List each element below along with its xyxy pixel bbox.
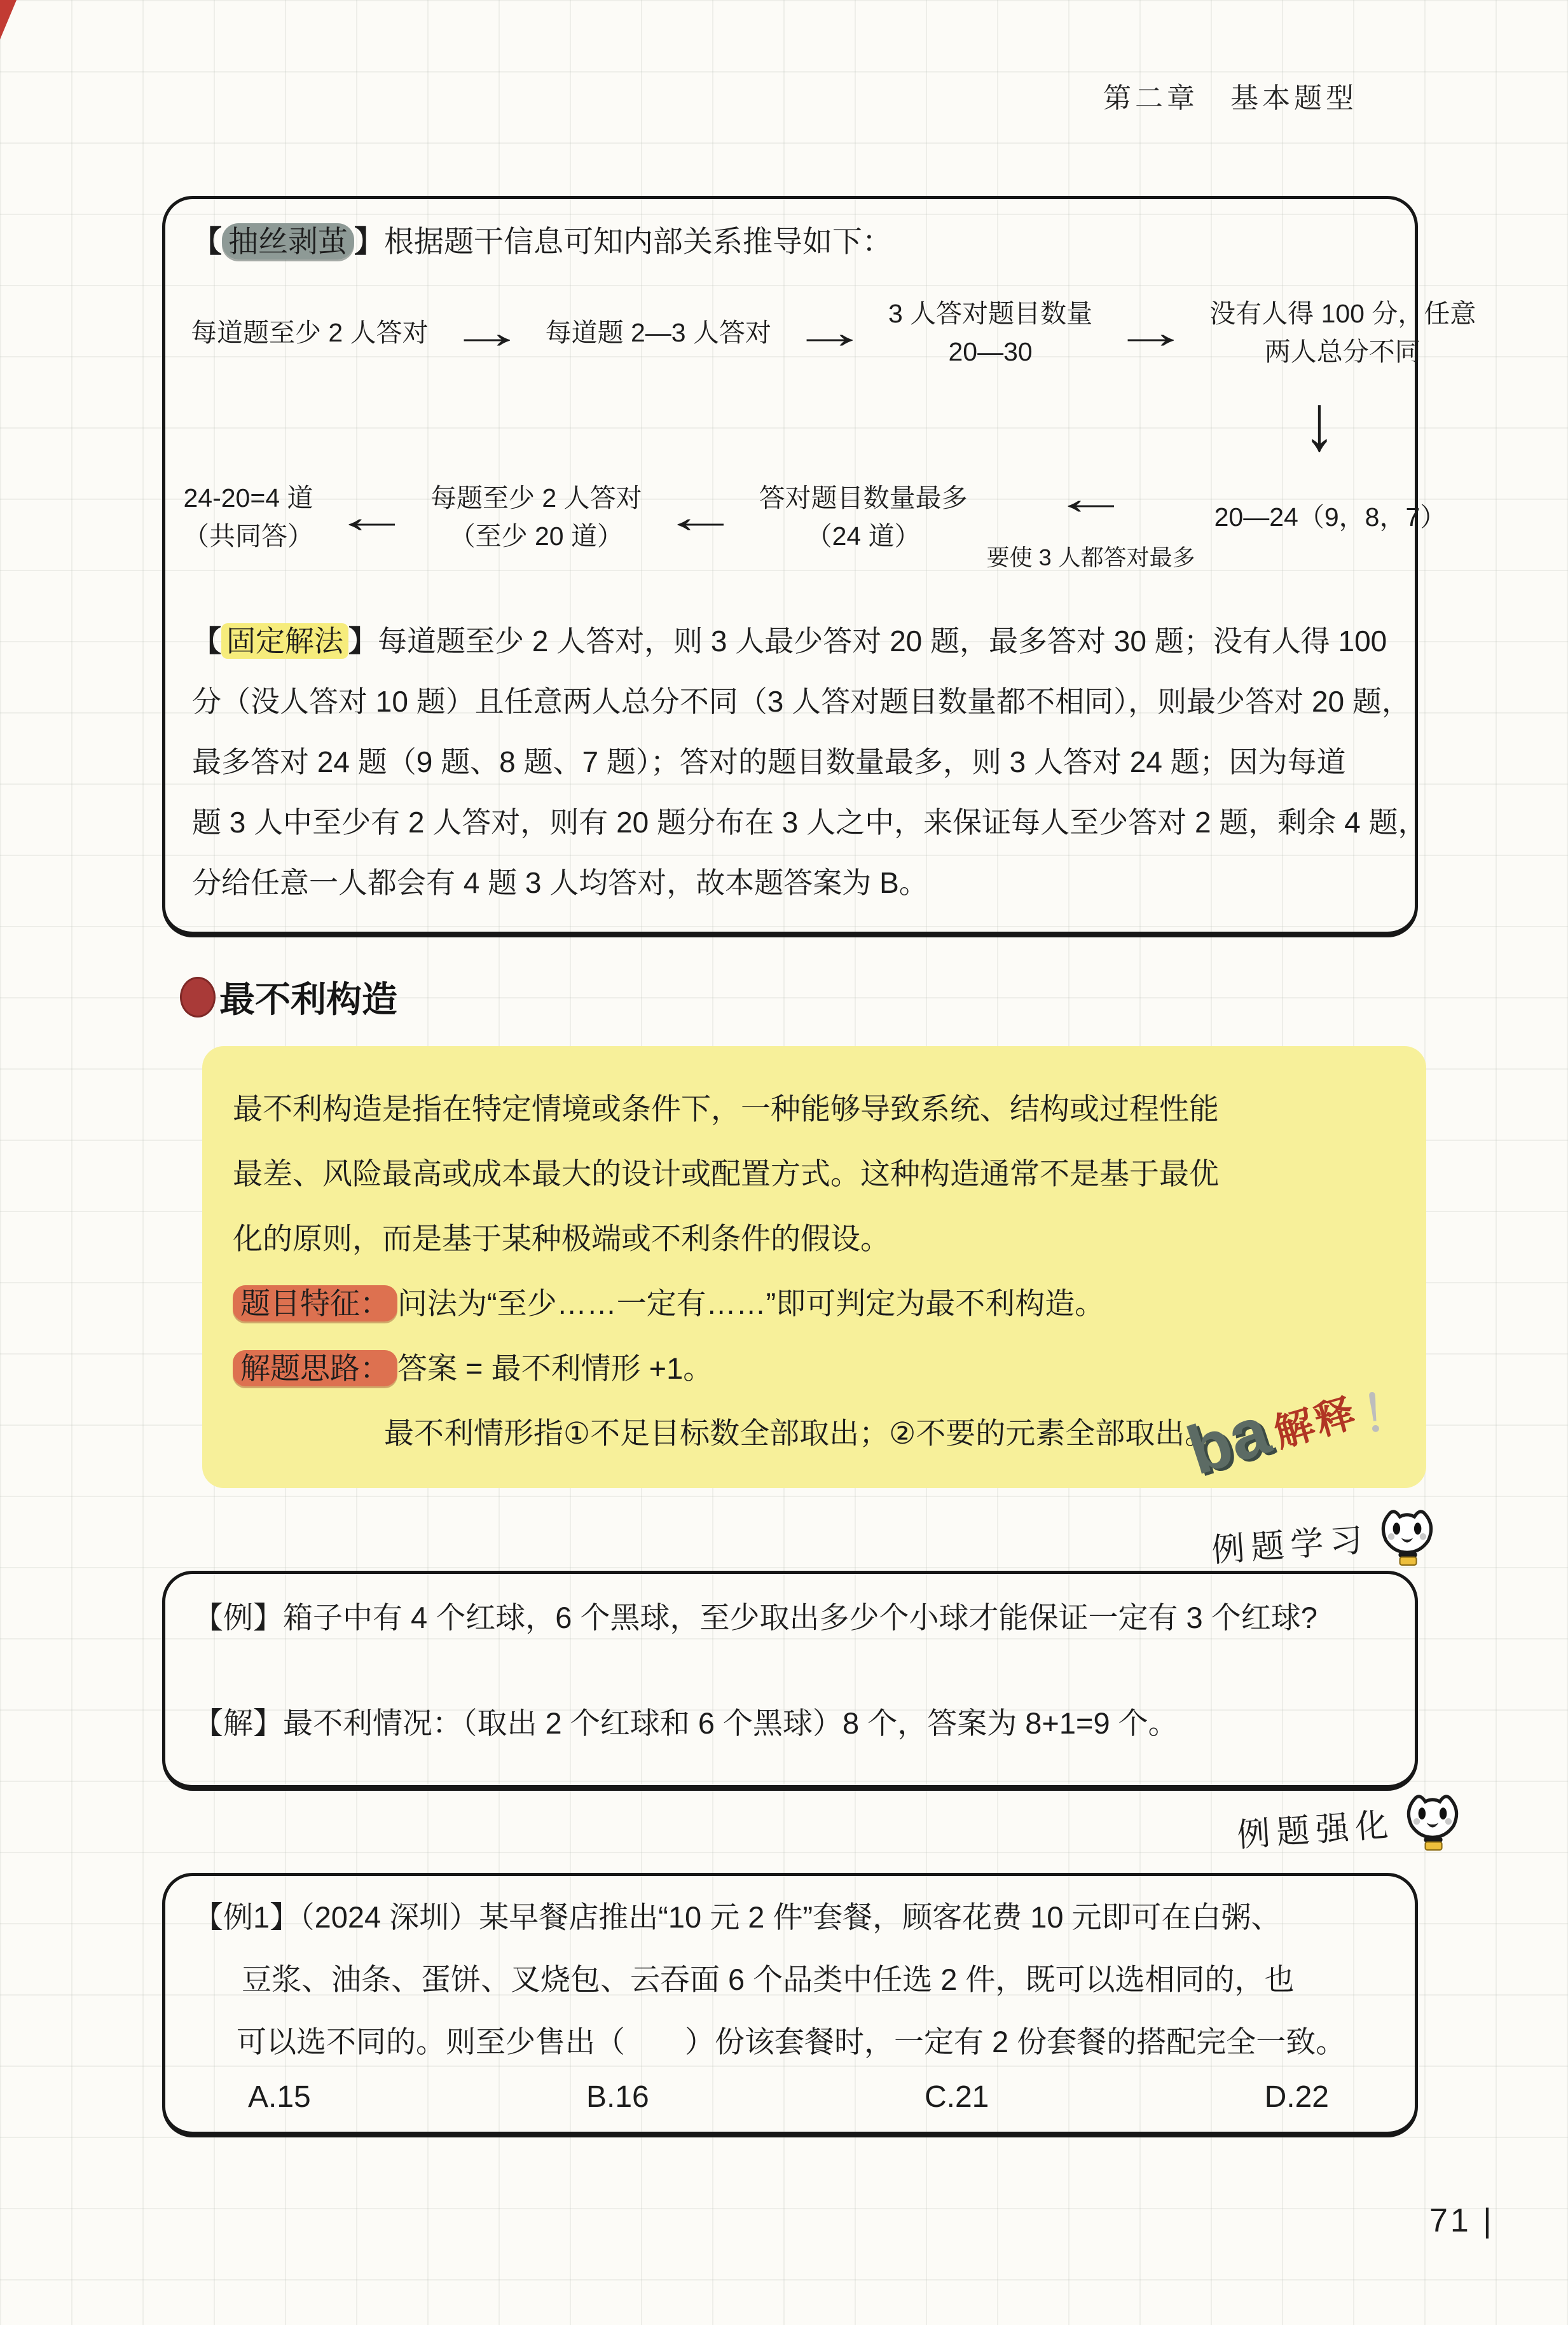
right-arrow-icon: → <box>790 307 869 358</box>
bracket-close: 】 <box>354 224 384 258</box>
flow-node-line: 没有人得 100 分，任意 <box>1209 299 1476 328</box>
arrow-annotation: 要使 3 人都答对最多 <box>986 544 1195 570</box>
section-title: 最不利构造 <box>219 979 397 1019</box>
idea-text: 答案 = 最不利情形 +1。 <box>397 1351 713 1385</box>
flow-node-line: 20—30 <box>948 337 1033 366</box>
example-question: 【例】箱子中有 4 个红球，6 个黑球，至少取出多少个小球才能保证一定有 3 个红球? <box>193 1601 1317 1634</box>
option-c: C.21 <box>924 2080 989 2114</box>
solution-line <box>192 611 1394 672</box>
chapter-header: 第二章 基本题型 <box>1103 83 1358 114</box>
flow-node-line: 两人总分不同 <box>1264 337 1421 366</box>
section-heading <box>180 972 397 1023</box>
concept-line: 化的原则，而是基于某种极端或不利条件的假设。 <box>233 1222 890 1255</box>
concept-line: 最不利构造是指在特定情境或条件下，一种能够导致系统、结构或过程性能 <box>233 1092 1219 1126</box>
left-arrow-icon: ← <box>1052 473 1130 524</box>
page-number: 71 | <box>1429 2202 1494 2239</box>
example1-line: 可以选不同的。则至少售出（ ）份该套餐时，一定有 2 份套餐的搭配完全一致。 <box>237 2025 1346 2059</box>
bracket-open: 【 <box>192 224 222 258</box>
exclamation-doodle: ！ <box>1359 1382 1414 1444</box>
example-study-sticker <box>1211 1508 1440 1575</box>
option-a: A.15 <box>248 2080 311 2114</box>
bracket-close: 】 <box>348 624 378 658</box>
red-bullet-icon <box>180 977 216 1018</box>
example-strengthen-label: 例题强化 <box>1235 1805 1396 1854</box>
example-box <box>162 1571 1418 1791</box>
options-row <box>248 2080 1329 2115</box>
analysis-box <box>162 196 1476 937</box>
flow-node <box>430 479 642 555</box>
right-arrow-icon: → <box>1111 307 1190 358</box>
feature-text: 问法为“至少……一定有……”即可判定为最不利构造。 <box>397 1287 1105 1320</box>
flow-node-line: 每题至少 2 人答对 <box>430 483 642 513</box>
solution-line: 题 3 人中至少有 2 人答对，则有 20 题分布在 3 人之中，来保证每人至少答对 2 题，剩余 4 题， <box>192 806 1427 839</box>
solution-line: 最多答对 24 题（9 题、8 题、7 题）；答对的题目数量最多，则 3 人答对 24 题；因为每道 <box>192 745 1346 778</box>
flow-node <box>888 294 1092 371</box>
solution-tag-highlight: 固定解法 <box>221 623 348 659</box>
example-answer: 【解】最不利情况：（取出 2 个红球和 6 个黑球）8 个，答案为 8+1=9 个。 <box>193 1706 1178 1740</box>
flow-node <box>1209 294 1476 371</box>
cat-sticker-icon <box>1374 1500 1440 1566</box>
flowchart-row-1 <box>191 294 1476 371</box>
feature-line <box>233 1271 1413 1336</box>
flow-node-line: （共同答） <box>183 521 313 551</box>
example1-line: 【例1】（2024 深圳）某早餐店推出“10 元 2 件”套餐，顾客花费 10 元即可在白粥、 <box>193 1900 1281 1934</box>
ba-doodle-text: ba <box>1178 1391 1279 1489</box>
feature-label-highlight: 题目特征： <box>233 1285 397 1321</box>
example1-line: 豆浆、油条、蛋饼、叉烧包、云吞面 6 个品类中任选 2 件，既可以选相同的，也 <box>242 1963 1295 1996</box>
option-d: D.22 <box>1264 2080 1329 2114</box>
solution-line: 分（没人答对 10 题）且任意两人总分不同（3 人答对题目数量都不相同），则最少答对 20 题， <box>192 685 1411 718</box>
solution-line: 分给任意一人都会有 4 题 3 人均答对，故本题答案为 B。 <box>192 866 928 899</box>
fixed-solution-paragraph <box>192 611 1427 913</box>
concept-line: 最差、风险最高或成本最大的设计或配置方式。这种构造通常不是基于最优 <box>233 1157 1219 1190</box>
flow-node-line: 3 人答对题目数量 <box>888 299 1093 328</box>
idea-line <box>233 1336 1413 1401</box>
down-arrow-icon: ↓ <box>1303 378 1335 467</box>
left-arrow-icon: ← <box>333 491 411 542</box>
flow-node: 每道题至少 2 人答对 <box>191 318 429 347</box>
cat-sticker-icon <box>1400 1784 1466 1851</box>
flow-node-line: （24 道） <box>806 521 921 551</box>
concept-note-line: 最不利情形指①不足目标数全部取出；②不要的元素全部取出。 <box>384 1416 1215 1450</box>
flow-node <box>759 479 968 555</box>
idea-label-highlight: 解题思路： <box>233 1350 397 1386</box>
flow-node-line: 24-20=4 道 <box>183 483 313 513</box>
example-study-label: 例题学习 <box>1210 1521 1371 1570</box>
flow-node: 20—24（9，8，7） <box>1214 502 1447 532</box>
analysis-tag-highlight: 抽丝剥茧 <box>222 223 354 259</box>
example1-box <box>162 1873 1418 2137</box>
flowchart-row-2 <box>183 473 1447 570</box>
explain-doodle-text: 解释 <box>1269 1390 1363 1456</box>
option-b: B.16 <box>586 2080 649 2114</box>
flow-node <box>183 479 313 555</box>
solution-line-text: 每道题至少 2 人答对，则 3 人最少答对 20 题，最多答对 30 题；没有人得 100 <box>378 624 1387 658</box>
page-corner-mark <box>0 0 17 39</box>
right-arrow-icon: → <box>448 307 526 358</box>
analysis-intro-text: 根据题干信息可知内部关系推导如下： <box>384 224 892 258</box>
flow-node-line: （至少 20 道） <box>449 521 623 551</box>
bracket-open: 【 <box>192 624 221 658</box>
labeled-arrow <box>986 473 1195 570</box>
analysis-intro-line <box>192 218 892 261</box>
flow-node-line: 答对题目数量最多 <box>759 483 968 513</box>
left-arrow-icon: ← <box>661 491 739 542</box>
flow-node: 每道题 2—3 人答对 <box>545 318 771 347</box>
example-strengthen-sticker <box>1237 1793 1466 1859</box>
